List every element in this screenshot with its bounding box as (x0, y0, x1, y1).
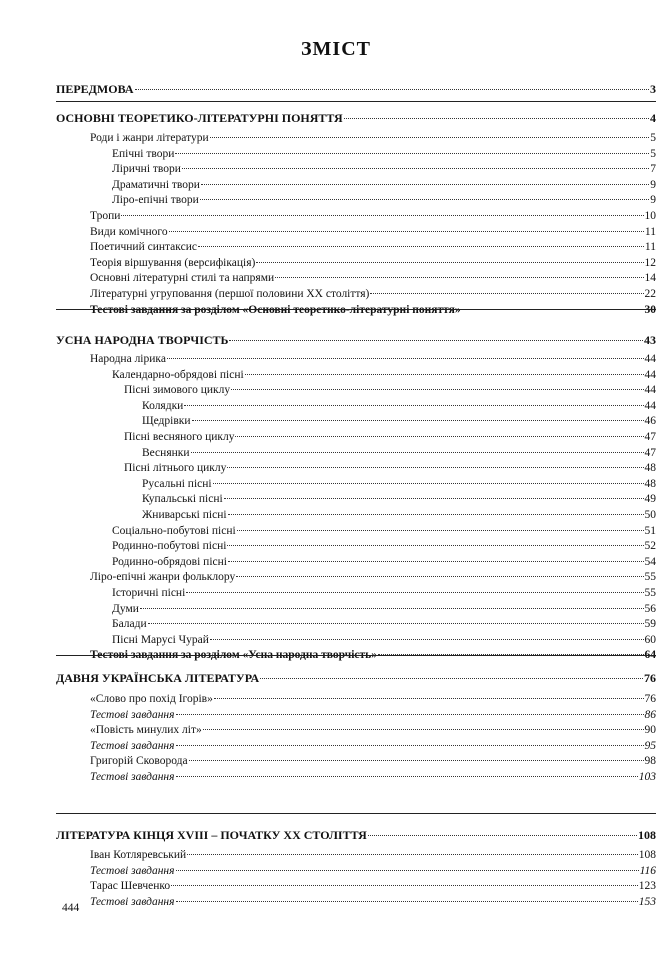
toc-page-number: 11 (644, 225, 656, 238)
dot-leader (175, 153, 649, 154)
toc-section-heading[interactable] (56, 111, 656, 126)
toc-entry[interactable] (112, 602, 656, 617)
toc-entry-text: Балади (112, 618, 147, 631)
toc-page-number: 5 (650, 147, 656, 160)
toc-page-number: 12 (644, 256, 656, 269)
toc-entry-text: Пісні літнього циклу (124, 462, 227, 475)
toc-page-number: 44 (644, 353, 656, 365)
toc-entry[interactable] (112, 193, 656, 208)
toc-page-number: 60 (644, 633, 656, 646)
toc-entry-text: Іван Котляревський (90, 849, 187, 861)
dot-leader (210, 137, 650, 138)
toc-entry-text: Епічні твори (112, 147, 175, 160)
section-divider (56, 655, 656, 656)
dot-leader (189, 760, 644, 761)
toc-entry[interactable] (112, 586, 656, 601)
toc-page-number: 3 (650, 82, 656, 96)
toc-entry[interactable] (90, 240, 656, 255)
dot-leader (213, 483, 644, 484)
dot-leader (182, 168, 649, 169)
toc-entry[interactable] (90, 692, 656, 707)
toc-entry[interactable] (112, 368, 656, 383)
toc-page-number: 47 (644, 446, 656, 459)
toc-entry[interactable] (112, 162, 656, 177)
dot-leader (200, 199, 649, 200)
toc-entry-text: Пісні весняного циклу (124, 431, 235, 443)
toc-page-number: 123 (638, 880, 656, 893)
toc-page-number: 64 (644, 649, 656, 662)
dot-leader (256, 262, 643, 263)
toc-page-number: 59 (644, 618, 656, 631)
toc-entry-text: Соціально-побутові пісні (112, 524, 236, 537)
toc-entry-text: Ліричні твори (112, 163, 181, 176)
toc-section-heading[interactable] (56, 333, 656, 348)
dot-leader (227, 467, 643, 468)
toc-entry-text: Пісні Марусі Чурай (112, 633, 209, 646)
toc-entry-text: Тестові завдання (90, 895, 175, 908)
toc-entry-text: Щедрівки (142, 415, 191, 428)
toc-entry-text: Народна лірика (90, 353, 166, 365)
dot-leader (191, 452, 644, 453)
toc-entry[interactable] (112, 633, 656, 648)
toc-entry-text: Думи (112, 602, 139, 615)
toc-entry[interactable] (90, 864, 656, 879)
toc-entry[interactable] (90, 739, 656, 754)
section-divider (56, 101, 656, 102)
toc-entry[interactable] (90, 209, 656, 224)
toc-entry-text: Родинно-побутові пісні (112, 540, 227, 553)
toc-page-number: 49 (644, 493, 656, 506)
dot-leader (169, 231, 644, 232)
dot-leader (245, 374, 644, 375)
toc-section-heading[interactable] (56, 671, 656, 686)
toc-entry-text: Родинно-обрядові пісні (112, 555, 227, 568)
toc-entry[interactable] (90, 723, 656, 738)
dot-leader (368, 835, 637, 836)
toc-page-number: 50 (644, 509, 656, 521)
page-title: ЗМІСТ (301, 38, 371, 60)
toc-entry[interactable] (142, 508, 656, 523)
toc-entry[interactable] (112, 617, 656, 632)
toc-entry-text: Колядки (142, 399, 184, 412)
toc-entry-text: Драматичні твори (112, 178, 200, 191)
toc-entry-text: ПЕРЕДМОВА (56, 82, 134, 96)
toc-entry[interactable] (90, 225, 656, 240)
dot-leader (176, 714, 644, 715)
toc-entry[interactable] (124, 461, 656, 476)
toc-entry-text: Тестові завдання (90, 864, 175, 877)
toc-page-number: 56 (644, 602, 656, 615)
toc-entry-text: Основні літературні стилі та напрями (90, 272, 275, 285)
toc-entry[interactable] (90, 848, 656, 863)
toc-entry-text: Теорія віршування (версифікація) (90, 256, 256, 269)
dot-leader (224, 498, 644, 499)
toc-entry-text: ДАВНЯ УКРАЇНСЬКА ЛІТЕРАТУРА (56, 671, 260, 685)
toc-entry[interactable] (90, 271, 656, 286)
toc-entry[interactable] (112, 524, 656, 539)
toc-page-number: 14 (644, 272, 656, 285)
toc-page-number: 98 (644, 755, 656, 768)
toc-page-number: 86 (644, 708, 656, 721)
toc-page-number: 44 (644, 384, 656, 397)
toc-page-number: 48 (644, 462, 656, 475)
toc-entry[interactable] (112, 147, 656, 162)
toc-page-number: 54 (644, 555, 656, 568)
toc-page-number: 153 (638, 895, 656, 908)
toc-entry-text: Календарно-обрядові пісні (112, 368, 244, 381)
toc-entry[interactable] (90, 770, 656, 785)
dot-leader (344, 118, 649, 119)
toc-entry[interactable] (112, 539, 656, 554)
toc-page-number: 9 (650, 178, 656, 191)
toc-page-number: 76 (644, 671, 656, 685)
toc-page-number: 11 (644, 241, 656, 254)
section-divider (56, 309, 656, 310)
dot-leader (231, 389, 643, 390)
toc-page-number: 4 (650, 111, 656, 125)
toc-entry-text: Ліро-епічні твори (112, 194, 199, 207)
toc-entry[interactable] (90, 256, 656, 271)
dot-leader (148, 623, 644, 624)
dot-leader (140, 608, 644, 609)
dot-leader (260, 678, 643, 679)
toc-entry-text: Тестові завдання (90, 708, 175, 721)
toc-page-number: 10 (644, 210, 656, 222)
toc-entry-text: Тропи (90, 210, 121, 222)
toc-page-number: 55 (644, 571, 656, 584)
toc-page-number: 22 (644, 288, 656, 300)
toc-entry-text: ЛІТЕРАТУРА КІНЦЯ XVIII – ПОЧАТКУ XX СТОЛІТТЯ (56, 828, 367, 842)
toc-entry-text: Григорій Сковорода (90, 755, 188, 768)
toc-entry[interactable] (142, 399, 656, 414)
toc-page-number: 43 (644, 333, 656, 347)
toc-page-number: 9 (650, 194, 656, 207)
dot-leader (236, 576, 643, 577)
toc-page-number: 47 (644, 431, 656, 443)
dot-leader (198, 246, 644, 247)
dot-leader (187, 854, 638, 855)
toc-section-heading[interactable] (56, 828, 656, 843)
toc-entry[interactable] (124, 430, 656, 445)
dot-leader (203, 729, 644, 730)
dot-leader (214, 698, 644, 699)
dot-leader (229, 340, 643, 341)
toc-entry[interactable] (112, 555, 656, 570)
dot-leader (186, 592, 643, 593)
dot-leader (237, 530, 644, 531)
toc-entry-text: «Слово про похід Ігорів» (90, 693, 213, 705)
toc-entry[interactable] (90, 303, 656, 318)
toc-page-number: 108 (638, 849, 656, 861)
toc-entry[interactable] (124, 383, 656, 398)
toc-page-number: 76 (644, 693, 656, 705)
dot-leader (171, 885, 638, 886)
toc-page-number: 90 (644, 724, 656, 737)
toc-page-number: 7 (650, 163, 656, 176)
toc-page-number: 5 (650, 132, 656, 144)
dot-leader (370, 293, 643, 294)
dot-leader (210, 639, 644, 640)
toc-page-number: 103 (638, 771, 656, 783)
toc-entry-text: Тарас Шевченко (90, 880, 171, 893)
toc-entry-text: Русальні пісні (142, 477, 212, 490)
dot-leader (275, 277, 643, 278)
dot-leader (135, 89, 649, 90)
dot-leader (167, 358, 644, 359)
toc-entry[interactable] (90, 287, 656, 302)
dot-leader (176, 870, 639, 871)
toc-page-number: 52 (644, 540, 656, 553)
dot-leader (184, 405, 643, 406)
dot-leader (228, 561, 644, 562)
toc-entry-text: Історичні пісні (112, 587, 186, 599)
toc-entry[interactable] (90, 708, 656, 723)
dot-leader (176, 901, 638, 902)
toc-entry[interactable] (142, 477, 656, 492)
page-number: 444 (62, 902, 80, 914)
toc-entry[interactable] (90, 895, 656, 910)
toc-entry-text: Веснянки (142, 446, 190, 459)
toc-entry-text: ОСНОВНІ ТЕОРЕТИКО-ЛІТЕРАТУРНІ ПОНЯТТЯ (56, 111, 343, 125)
toc-entry[interactable] (90, 131, 656, 146)
toc-entry-text: Пісні зимового циклу (124, 384, 231, 397)
toc-entry-text: Поетичний синтаксис (90, 241, 197, 254)
dot-leader (235, 436, 643, 437)
dot-leader (121, 215, 643, 216)
toc-entry[interactable] (112, 178, 656, 193)
toc-page-number: 108 (638, 828, 656, 842)
toc-entry-text: «Повість минулих літ» (90, 724, 202, 737)
dot-leader (228, 514, 644, 515)
toc-entry-text: Тестові завдання (90, 771, 175, 783)
section-divider (56, 813, 656, 814)
toc-entry[interactable] (142, 414, 656, 429)
toc-entry[interactable] (90, 754, 656, 769)
dot-leader (192, 420, 644, 421)
toc-entry-text: Тестові завдання за розділом «Усна народна творчість» (90, 649, 378, 662)
toc-page-number: 95 (644, 739, 656, 752)
dot-leader (227, 545, 643, 546)
toc-page-number: 44 (644, 368, 656, 381)
toc-page-number: 51 (644, 524, 656, 537)
toc-entry[interactable] (142, 446, 656, 461)
toc-entry-text: Купальські пісні (142, 493, 223, 506)
toc-entry-text: Тестові завдання (90, 739, 175, 752)
toc-entry-text: Ліро-епічні жанри фольклору (90, 571, 236, 584)
toc-entry[interactable] (90, 570, 656, 585)
toc-page-number: 46 (644, 415, 656, 428)
toc-entry-text: Жниварські пісні (142, 509, 227, 521)
toc-page-number: 44 (644, 399, 656, 412)
dot-leader (176, 776, 638, 777)
toc-entry[interactable] (142, 492, 656, 507)
dot-leader (201, 184, 649, 185)
toc-page-number: 48 (644, 477, 656, 490)
toc-entry[interactable] (90, 352, 656, 367)
toc-entry-text: Роди і жанри літератури (90, 132, 209, 144)
toc-entry-text: Літературні угруповання (першої половини XX століття) (90, 288, 370, 300)
toc-page-number: 30 (644, 303, 656, 316)
toc-entry[interactable] (90, 879, 656, 894)
dot-leader (176, 745, 644, 746)
toc-page-number: 116 (639, 864, 656, 877)
toc-entry-text: УСНА НАРОДНА ТВОРЧІСТЬ (56, 333, 229, 347)
toc-entry-text: Тестові завдання за розділом «Основні теоретико-літературні поняття» (90, 303, 461, 316)
toc-page-number: 55 (644, 587, 656, 599)
toc-entry-text: Види комічного (90, 225, 168, 238)
toc-section-heading[interactable] (56, 82, 656, 97)
